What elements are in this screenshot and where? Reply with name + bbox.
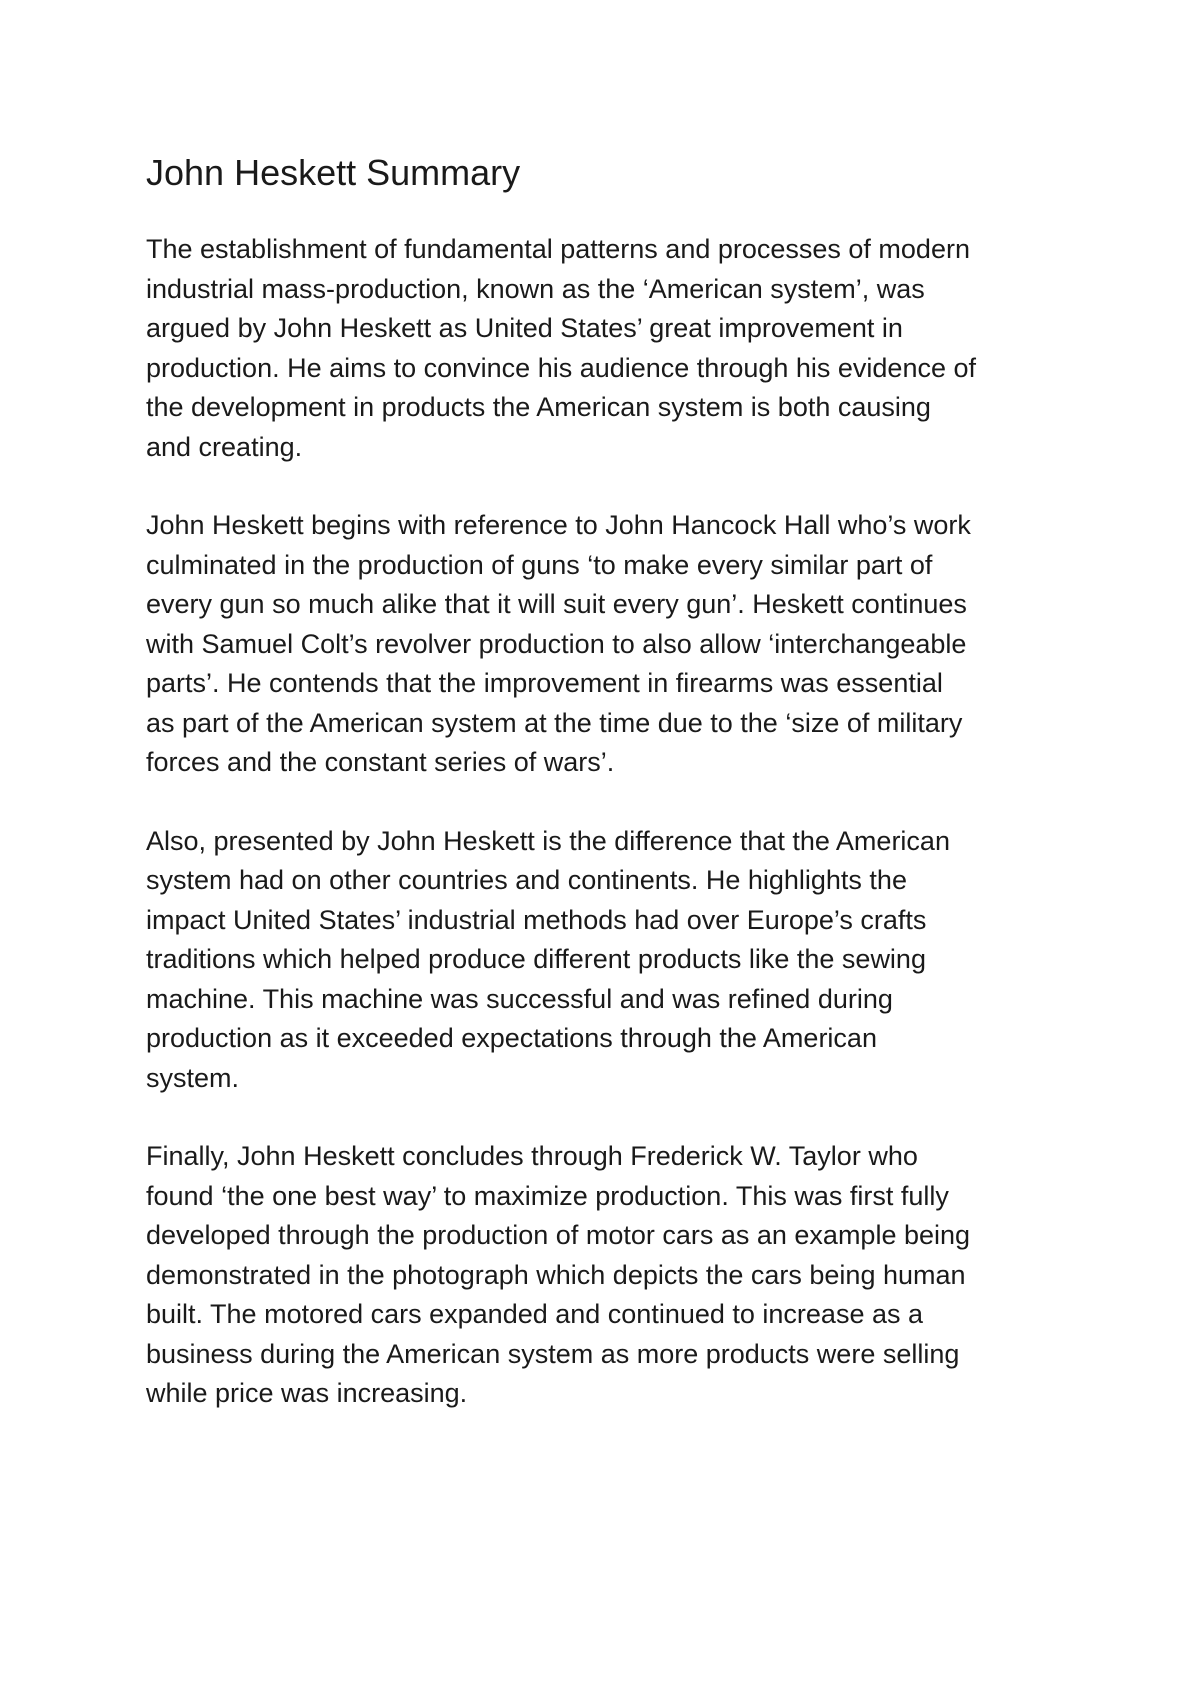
text-line: demonstrated in the photograph which depicts the cars being human <box>146 1259 966 1290</box>
text-line: system had on other countries and continents. He highlights the <box>146 865 907 895</box>
text-line: John Heskett begins with reference to John Hancock Hall who’s work <box>146 510 971 540</box>
text-line: the development in products the American system is both causing <box>146 392 931 422</box>
text-line: with Samuel Colt’s revolver production to also allow ‘interchangeable <box>146 628 967 659</box>
text-line: Finally, John Heskett concludes through Frederick W. Taylor who <box>146 1141 918 1171</box>
document-body <box>146 150 1086 1453</box>
text-line: impact United States’ industrial methods had over Europe’s crafts <box>146 904 927 935</box>
text-line: culminated in the production of guns ‘to make every similar part of <box>146 549 933 580</box>
text-line: built. The motored cars expanded and continued to increase as a <box>146 1299 924 1329</box>
text-line: and creating. <box>146 431 303 462</box>
text-line: system. <box>146 1062 240 1093</box>
text-line: The establishment of fundamental patterns and processes of modern <box>146 234 970 264</box>
text-line: every gun so much alike that it will suit every gun’. Heskett continues <box>146 589 967 619</box>
paragraph-2 <box>146 506 1086 783</box>
text-line: production as it exceeded expectations through the American <box>146 1023 877 1053</box>
text-line: as part of the American system at the time due to the ‘size of military <box>146 707 963 738</box>
paragraph-1 <box>146 230 1086 467</box>
paragraph-3 <box>146 822 1086 1099</box>
text-line: argued by John Heskett as United States’ great improvement in <box>146 313 903 343</box>
paragraph-4 <box>146 1137 1086 1414</box>
text-line: found ‘the one best way’ to maximize production. This was first fully <box>146 1180 949 1211</box>
text-line: industrial mass-production, known as the ‘American system’, was <box>146 273 925 304</box>
text-line: machine. This machine was successful and was refined during <box>146 983 893 1014</box>
document-title: John Heskett Summary <box>146 152 521 193</box>
text-line: while price was increasing. <box>146 1378 468 1408</box>
text-line: forces and the constant series of wars’. <box>146 747 615 777</box>
text-line: business during the American system as more products were selling <box>146 1338 960 1369</box>
text-line: parts’. He contends that the improvement in firearms was essential <box>146 668 943 698</box>
text-line: Also, presented by John Heskett is the difference that the American <box>146 825 950 856</box>
text-line: traditions which helped produce different products like the sewing <box>146 944 926 974</box>
text-line: production. He aims to convince his audience through his evidence of <box>146 352 976 383</box>
text-line: developed through the production of motor cars as an example being <box>146 1220 971 1250</box>
